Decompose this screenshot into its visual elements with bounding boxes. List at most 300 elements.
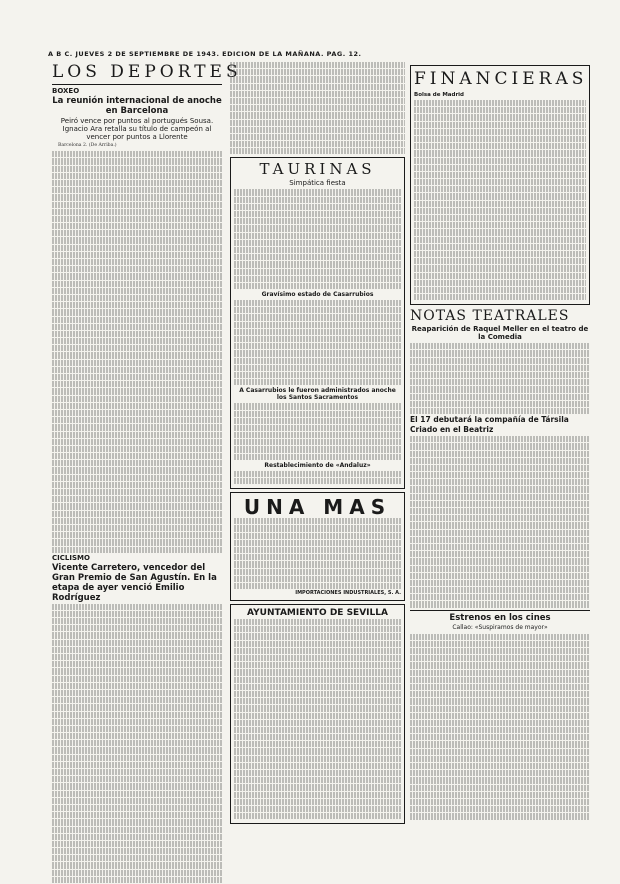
text-line [234,698,401,704]
text-line [52,733,222,739]
text-line [52,769,222,775]
text-line [52,611,222,617]
text-line [410,698,590,704]
text-line [410,472,590,478]
text-line [52,216,222,222]
body-text-boxing [52,151,222,553]
text-line [230,134,405,140]
text-line [230,84,405,90]
text-line [234,576,401,582]
text-line [414,258,586,264]
text-line [234,633,401,639]
text-line [234,792,401,798]
text-line [234,561,401,567]
text-line [52,317,222,323]
text-line [234,641,401,647]
dateline: Barcelona 2. (De Arriba.) [58,143,117,148]
text-line [410,358,590,364]
column-finance-theatre [410,62,590,821]
text-line [234,777,401,783]
text-line [52,151,222,157]
text-line [410,734,590,740]
text-line [234,240,401,246]
text-line [52,489,222,495]
text-line [234,204,401,210]
text-line [52,417,222,423]
text-line [410,501,590,507]
text-line [410,670,590,676]
text-line [234,525,401,531]
text-line [410,379,590,385]
text-line [234,322,401,328]
text-line [234,748,401,754]
text-line [234,734,401,740]
kicker-boxeo: BOXEO [52,87,80,95]
text-line [410,594,590,600]
text-line [52,374,222,380]
text-line [52,827,222,833]
text-line [230,98,405,104]
text-line [410,365,590,371]
text-line [410,741,590,747]
text-line [52,726,222,732]
text-line [234,547,401,553]
text-line [410,648,590,654]
text-line [52,338,222,344]
text-line [52,647,222,653]
text-line [410,508,590,514]
text-line [234,741,401,747]
text-line [52,848,222,854]
ad-banner: UNA MAS [243,495,392,520]
text-line [234,684,401,690]
text-line [234,197,401,203]
text-line [410,465,590,471]
text-line [52,547,222,553]
text-line [414,136,586,142]
text-line [414,165,586,171]
text-line [52,798,222,804]
text-line [234,336,401,342]
text-line [234,254,401,260]
text-line [52,166,222,172]
text-line [414,229,586,235]
text-line [414,273,586,279]
section-title-notas-teatrales: NOTAS TEATRALES [410,308,570,325]
text-line [410,587,590,593]
text-line [234,655,401,661]
text-line [410,792,590,798]
text-line [234,677,401,683]
text-line [234,583,401,589]
text-line [52,697,222,703]
text-line [52,245,222,251]
text-line [414,201,586,207]
body-text-cines [410,634,590,820]
text-line [414,215,586,221]
text-line [52,776,222,782]
text-line [410,458,590,464]
text-line [410,551,590,557]
text-line [234,350,401,356]
text-line [52,446,222,452]
text-line [52,173,222,179]
headline-tarsila-criado: El 17 debutará la compañía de Társila Criado en el Beatriz [410,415,569,435]
text-line [410,443,590,449]
text-line [414,107,586,113]
text-line [52,496,222,502]
text-line [52,439,222,445]
subhead-bolsa: Bolsa de Madrid [414,92,464,98]
text-line [410,777,590,783]
text-line [414,208,586,214]
text-line [410,720,590,726]
text-line [414,294,586,300]
text-line [414,100,586,106]
text-line [52,309,222,315]
text-line [410,756,590,762]
text-line [234,471,401,477]
subhead-casarrubios: Gravísimo estado de Casarrubios [261,291,374,299]
text-line [410,634,590,640]
text-line [410,763,590,769]
text-line [52,475,222,481]
text-line [234,403,401,409]
body-text-top [230,62,405,154]
text-line [414,114,586,120]
text-line [234,372,401,378]
text-line [230,91,405,97]
text-line [52,632,222,638]
text-line [234,705,401,711]
text-line [52,618,222,624]
text-line [410,494,590,500]
text-line [234,662,401,668]
text-line [52,719,222,725]
text-line [52,237,222,243]
text-line [230,141,405,147]
text-line [52,640,222,646]
text-line [52,518,222,524]
text-line [52,805,222,811]
text-line [52,424,222,430]
text-line [414,150,586,156]
text-line [52,625,222,631]
text-line [410,691,590,697]
text-line [230,148,405,154]
text-line [234,554,401,560]
text-line [52,539,222,545]
text-line [230,120,405,126]
text-line [52,762,222,768]
text-line [52,460,222,466]
text-line [414,122,586,128]
text-line [234,518,401,524]
text-line [52,180,222,186]
notice-ayuntamiento [230,604,405,824]
text-line [414,172,586,178]
text-line [52,259,222,265]
text-line [234,669,401,675]
text-line [234,446,401,452]
section-title-taurinas: TAURINAS [259,160,376,179]
text-line [52,187,222,193]
text-line [234,619,401,625]
text-line [410,684,590,690]
text-line [234,806,401,812]
text-line [52,281,222,287]
text-line [52,273,222,279]
text-line [410,806,590,812]
section-title-deportes: LOS DEPORTES [52,62,242,82]
text-line [234,626,401,632]
text-line [52,482,222,488]
text-line [410,408,590,414]
text-line [234,763,401,769]
text-line [410,558,590,564]
text-line [234,379,401,385]
text-line [52,360,222,366]
running-head: A B C. JUEVES 2 DE SEPTIEMBRE DE 1943. EDICION DE LA MAÑANA. PAG. 12. [48,50,362,58]
section-title-financieras: FINANCIERAS [414,69,588,89]
text-line [52,855,222,861]
kicker-ciclismo: CICLISMO [52,553,90,562]
text-line [410,662,590,668]
text-line [52,223,222,229]
text-line [52,791,222,797]
text-line [52,403,222,409]
deck-boxing: Peiró vence por puntos al portugués Sousa. Ignacio Ara retalla su título de campeón al vencer por puntos a Llorente [60,117,214,141]
text-line [52,266,222,272]
text-line [234,784,401,790]
text-line [230,62,405,68]
text-line [234,418,401,424]
text-line [234,211,401,217]
text-line [52,331,222,337]
text-line [52,209,222,215]
text-line [410,479,590,485]
text-line [414,129,586,135]
deck-raquel-meller: Reaparición de Raquel Meller en el teatro de la Comedia [411,325,589,342]
text-line [410,436,590,442]
text-line [52,202,222,208]
text-line [52,503,222,509]
text-line [234,343,401,349]
text-line [410,451,590,457]
text-line [410,343,590,349]
text-line [410,785,590,791]
text-line [234,329,401,335]
subhead-sacramentos: A Casarrubios le fueron administrados anoche los Santos Sacramentos [239,387,396,402]
text-line [52,396,222,402]
text-line [410,655,590,661]
text-line [52,661,222,667]
headline-cycling: Vicente Carretero, vencedor del Gran Premio de San Agustín. En la etapa de ayer venció Emilio Rodríguez [52,562,217,603]
text-line [234,365,401,371]
text-line [410,486,590,492]
text-line [230,69,405,75]
text-line [52,381,222,387]
body-text-beatriz [410,436,590,608]
text-line [230,76,405,82]
text-line [52,604,222,610]
text-line [410,727,590,733]
text-line [234,269,401,275]
text-line [410,813,590,819]
text-line [410,713,590,719]
text-line [52,302,222,308]
text-line [52,252,222,258]
text-line [410,372,590,378]
text-line [410,566,590,572]
text-line [410,386,590,392]
text-line [52,194,222,200]
text-line [52,654,222,660]
text-line [52,410,222,416]
text-line [234,261,401,267]
text-line [52,532,222,538]
text-line [230,112,405,118]
body-text-theatre [410,343,590,414]
text-line [414,237,586,243]
text-line [410,401,590,407]
column-sports [52,62,242,884]
text-line [410,749,590,755]
subhead-andaluz: Restablecimiento de «Andaluz» [264,461,371,469]
text-line [234,813,401,819]
text-line [234,218,401,224]
text-line [234,314,401,320]
text-line [52,525,222,531]
text-line [410,641,590,647]
text-line [414,222,586,228]
text-line [52,783,222,789]
ad-advertiser: IMPORTACIONES INDUSTRIALES, S. A. [295,590,401,597]
text-line [52,295,222,301]
text-line [410,770,590,776]
text-line [234,276,401,282]
text-line [230,127,405,133]
text-line [52,740,222,746]
text-line [414,287,586,293]
text-line [52,683,222,689]
text-line [234,569,401,575]
headline-estrenos: Estrenos en los cines [449,612,551,623]
column-bullfighting [230,62,405,827]
advertisement-una-mas [230,492,405,601]
text-line [52,834,222,840]
body-text-cycling [52,604,222,883]
text-line [234,300,401,306]
text-line [234,648,401,654]
text-line [410,706,590,712]
text-line [234,720,401,726]
text-line [234,283,401,289]
text-line [230,105,405,111]
text-line [414,244,586,250]
divider [410,610,590,611]
text-line [410,573,590,579]
text-line [52,676,222,682]
text-line [234,189,401,195]
deck-callao: Callao: «Suspiramos de mayor» [452,623,548,631]
text-line [414,179,586,185]
text-line [234,727,401,733]
text-line [52,755,222,761]
text-line [414,251,586,257]
text-line [410,601,590,607]
text-line [52,690,222,696]
text-line [52,862,222,868]
headline-boxing: La reunión internacional de anoche en Barcelona [52,96,222,116]
text-line [414,193,586,199]
text-line [234,540,401,546]
text-line [52,367,222,373]
text-line [234,439,401,445]
text-line [410,515,590,521]
text-line [410,394,590,400]
text-line [52,324,222,330]
text-line [234,454,401,460]
text-line [52,668,222,674]
text-line [52,747,222,753]
text-line [52,704,222,710]
text-line [234,307,401,313]
text-line [414,143,586,149]
notice-title: AYUNTAMIENTO DE SEVILLA [247,608,388,619]
text-line [52,467,222,473]
text-line [234,770,401,776]
text-line [52,158,222,164]
text-line [52,511,222,517]
text-line [52,812,222,818]
text-line [52,841,222,847]
text-line [52,819,222,825]
text-line [52,712,222,718]
text-line [414,158,586,164]
section-rule [52,84,222,85]
finance-box [410,65,590,305]
text-line [52,288,222,294]
text-line [410,544,590,550]
text-line [234,411,401,417]
text-line [234,478,401,484]
text-line [234,432,401,438]
text-line [410,350,590,356]
text-line [52,388,222,394]
text-line [52,870,222,876]
text-line [414,186,586,192]
text-line [234,233,401,239]
text-line [52,432,222,438]
text-line [52,453,222,459]
text-line [52,877,222,883]
text-line [234,533,401,539]
text-line [410,530,590,536]
text-line [52,230,222,236]
text-line [234,225,401,231]
text-line [52,352,222,358]
text-line [414,265,586,271]
text-line [234,799,401,805]
text-line [410,522,590,528]
text-line [410,537,590,543]
text-line [234,425,401,431]
text-line [234,247,401,253]
text-line [410,580,590,586]
text-line [234,756,401,762]
text-line [234,358,401,364]
